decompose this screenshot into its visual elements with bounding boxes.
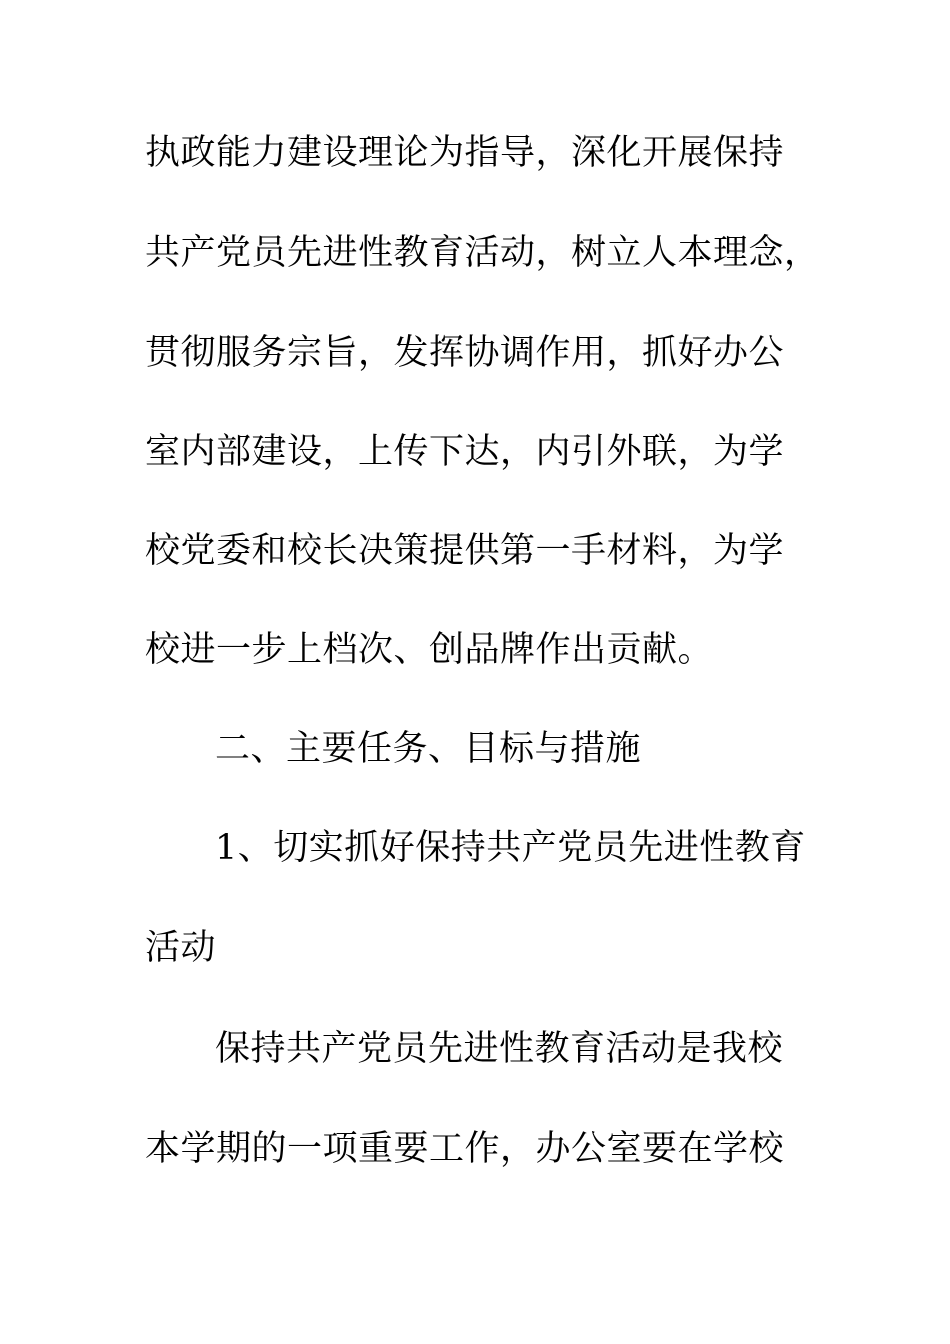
paragraph-line: 执政能力建设理论为指导，深化开展保持 [145,133,785,173]
section-heading: 二、主要任务、目标与措施 [215,729,642,769]
paragraph-line: 保持共产党员先进性教育活动是我校 [215,1029,784,1069]
paragraph-line: 校党委和校长决策提供第一手材料，为学 [145,531,785,571]
subsection-heading-continuation: 活动 [145,928,217,968]
paragraph-line: 贯彻服务宗旨，发挥协调作用，抓好办公 [145,333,785,373]
paragraph-line: 本学期的一项重要工作，办公室要在学校 [145,1129,785,1169]
paragraph-line: 校进一步上档次、创品牌作出贡献。 [145,630,714,670]
paragraph-line: 室内部建设，上传下达，内引外联，为学 [145,432,785,472]
subsection-heading: 1、切实抓好保持共产党员先进性教育 [215,828,806,868]
paragraph-line: 共产党员先进性教育活动，树立人本理念， [145,233,820,273]
